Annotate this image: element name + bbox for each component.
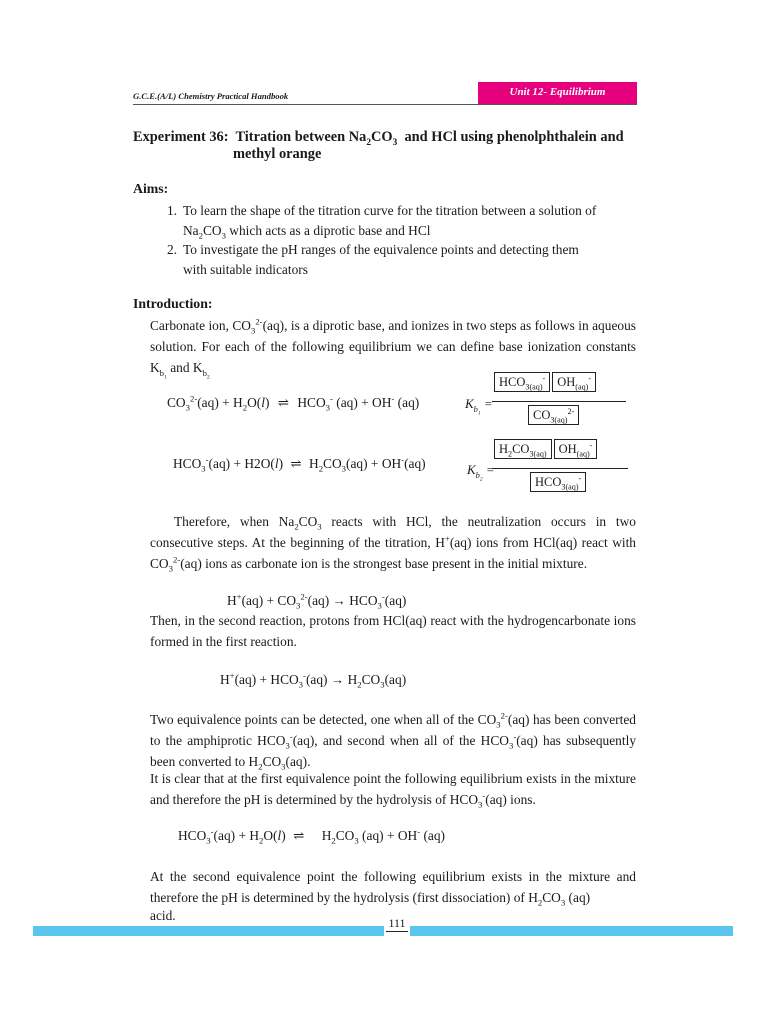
reaction-1: $H^+(aq) + CO_3^{2-}(aq) \to HCO_3^-(aq)$: [227, 591, 407, 611]
acid-word: acid.: [150, 908, 176, 923]
experiment-title: Experiment 36: Titration between $Na_2CO_3$ and HCl using phenolphthalein and: [133, 129, 624, 148]
aims-list: [167, 201, 637, 279]
header-rule: [133, 104, 637, 105]
page-number-rule: [386, 931, 408, 932]
aim-item-2: 2. To investigate the pH ranges of the equivalence points and detecting them with suitable indicators: [167, 242, 579, 277]
neutralization-paragraph: Therefore, when $Na_2CO_3$ reacts with HCl, the neutralization occurs in two consecutive steps. At the beginning of the titration, H+(aq) ions from HCl(aq) react with $CO_3^{2-}(aq)$ ions as carbonate ion is the strongest base present in the initial mixture.: [150, 514, 636, 574]
page-number: 111: [388, 916, 406, 930]
second-equivalence-paragraph: At the second equivalence point the following equilibrium exists in the mixture and therefore the pH is determined by the hydrolysis (first dissociation) of $H_2CO_3$ (aq): [150, 869, 636, 908]
footer-bar-left: [33, 926, 384, 936]
second-reaction-paragraph: Then, in the second reaction, protons from HCl(aq) react with the hydrogencarbonate ions formed in the first reaction.: [150, 613, 636, 649]
kb2-fraction: $H_2CO_{3(aq)}$ $OH_{(aq)}^-$ $HCO_{3(aq)}^-$: [492, 439, 628, 499]
handbook-title: G.C.E.(A/L) Chemistry Practical Handbook: [133, 91, 289, 101]
unit-badge: Unit 12- Equilibrium: [478, 82, 637, 104]
footer-bar-right: [410, 926, 733, 936]
kb2-symbol: $K_{b_2}$ =: [467, 462, 495, 483]
kb1-fraction: $HCO_{3(aq)}^-$ $OH_{(aq)}^-$ $CO_{3(aq)}^{2-}$: [492, 372, 626, 432]
hydrolysis-equation: $HCO_3^-(aq) + H_2O(l)$ ⇌ $H_2CO_3$ (aq) + OH- (aq): [178, 826, 445, 846]
equilibrium-equation-1: $CO_3^{2-}(aq) + H_2O(l)$ ⇌ $HCO_3^-$ (aq) + OH- (aq): [167, 393, 420, 413]
introduction-paragraph: Carbonate ion, $CO_3^{2-}(aq)$, is a diprotic base, and ionizes in two steps as follows in aqueous solution. For each of the following equilibrium we can define base ionization constants $K_{b_1}$ and $K_{b_2}$: [150, 316, 636, 381]
equilibrium-equation-2: $HCO_3^-(aq) + H2O(l)$ ⇌ $H_2CO_3(aq) + OH^-(aq)$: [173, 454, 426, 474]
first-equivalence-paragraph: It is clear that at the first equivalence point the following equilibrium exists in the mixture and therefore the pH is determined by the hydrolysis of $HCO_3^-(aq)$ ions.: [150, 771, 636, 810]
experiment-title-line2: methyl orange: [233, 146, 322, 162]
reaction-2: $H^+(aq) + HCO_3^-(aq) \to H_2CO_3(aq)$: [220, 670, 407, 690]
kb1-symbol: $K_{b_1}$ =: [465, 396, 493, 417]
introduction-heading: Introduction:: [133, 296, 213, 311]
aims-heading: Aims:: [133, 181, 169, 196]
aim-item-1: 1. To learn the shape of the titration curve for the titration between a solution of $Na_2CO_3$ which acts as a diprotic base and HCl: [167, 203, 597, 241]
equivalence-paragraph: Two equivalence points can be detected, one when all of the $CO_3^{2-}(aq)$ has been converted to the amphiprotic $HCO_3^-(aq)$, and second when all of the $HCO_3^-(aq)$ has subsequently been converted to $H_2CO_3(aq)$.: [150, 710, 637, 772]
